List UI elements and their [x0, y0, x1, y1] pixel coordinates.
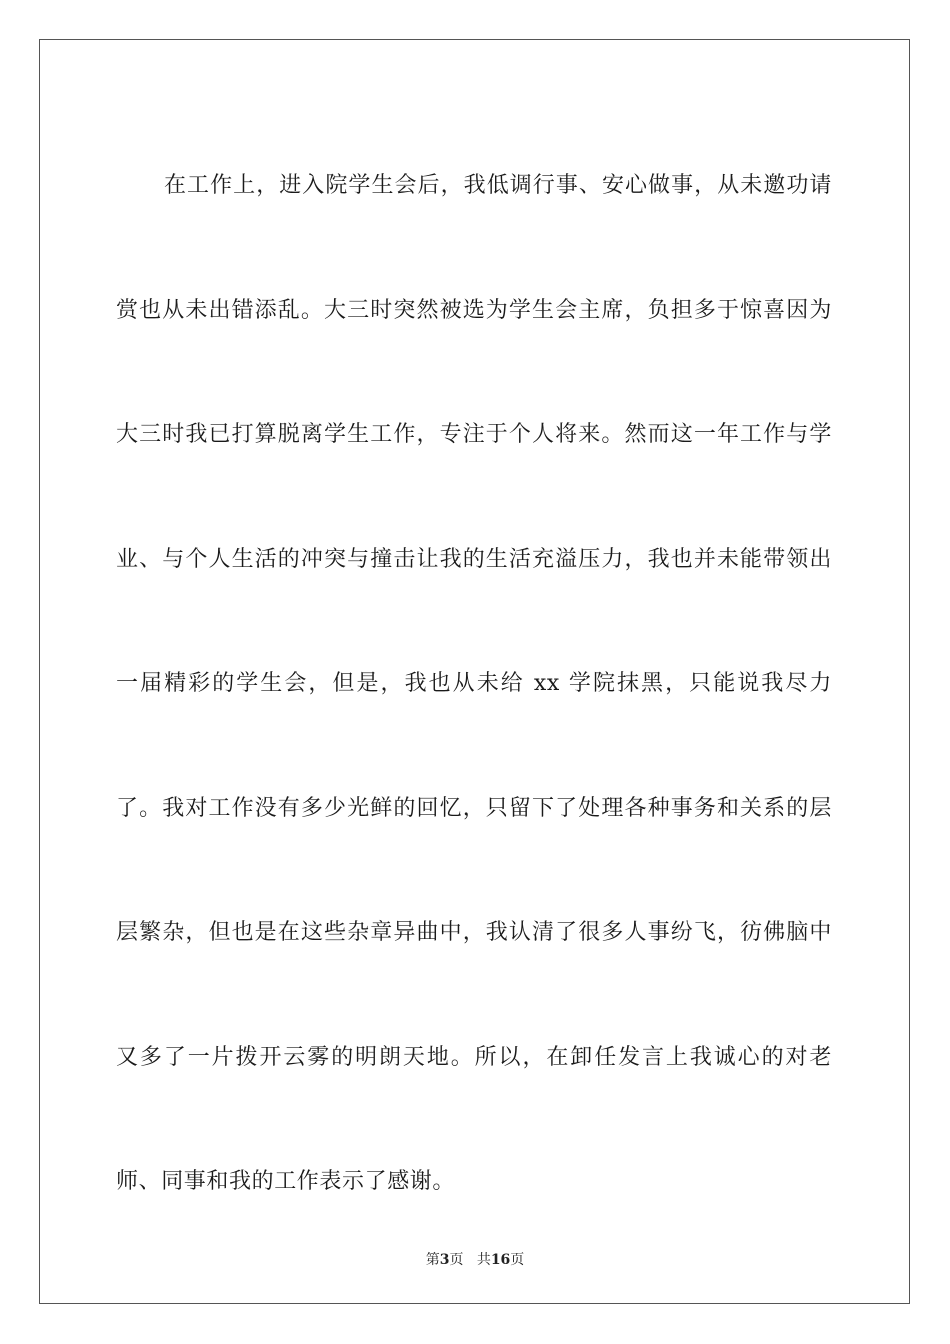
- footer-page-prefix: 第: [425, 1252, 440, 1268]
- body-paragraph: 在工作上，进入院学生会后，我低调行事、安心做事，从未邀功请赏也从未出错添乱。大三时突然被选为学生会主席，负担多于惊喜因为大三时我已打算脱离学生工作，专注于个人将来。然而这一年工作与学业、与个人生活的冲突与撞击让我的生活充溢压力，我也并未能带领出一届精彩的学生会，但是，我也从未给 xx 学院抹黑，只能说我尽力了。我对工作没有多少光鲜的回忆，只留下了处理各种事务和关系的层层繁杂，但也是在这些杂章异曲中，我认清了很多人事纷飞，彷佛脑中又多了一片拨开云雾的明朗天地。所以，在卸任发言上我诚心的对老师、同事和我的工作表示了感谢。: [116, 173, 832, 1194]
- footer-page-total: 16: [490, 1252, 511, 1268]
- footer-page-current: 3: [439, 1252, 450, 1268]
- page-footer: [0, 1249, 950, 1269]
- footer-total-suffix: 页: [510, 1252, 525, 1268]
- footer-total-prefix: 共: [476, 1252, 491, 1268]
- footer-page-suffix: 页: [449, 1252, 464, 1268]
